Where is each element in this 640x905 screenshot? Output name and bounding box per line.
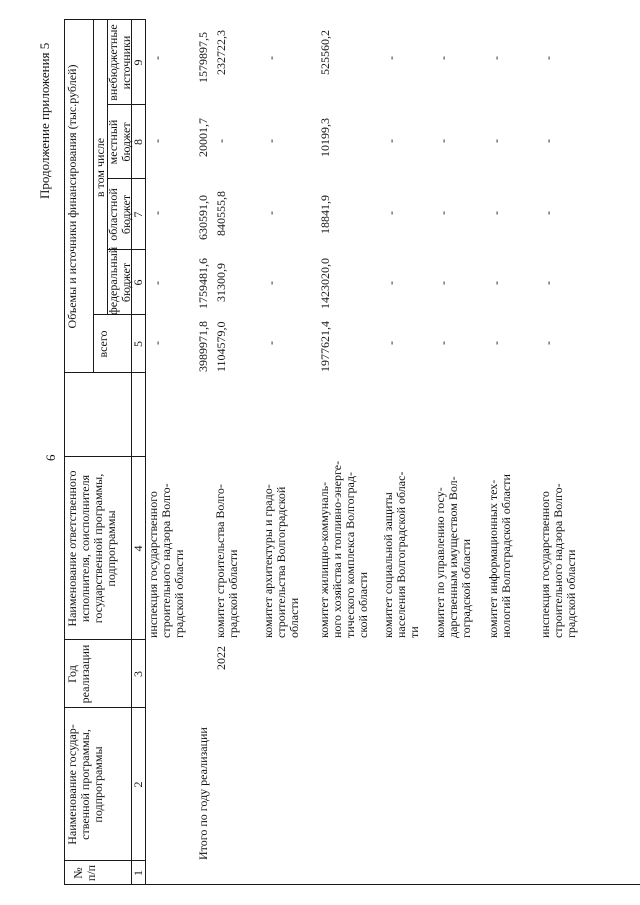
header-executor: Наименование ответственного исполнителя, соисполнителя государственной программы, подпрограммы — [65, 470, 118, 627]
row-2-regional: 840555,8 — [214, 191, 228, 236]
header-local: местный бюджет — [106, 119, 133, 165]
row-5-local: - — [384, 139, 398, 143]
row-2-total: 1104579,0 — [214, 321, 228, 372]
row-6-extra: - — [436, 56, 450, 60]
row-7-executor: комитет информационных тех- нологий Волгоградской области — [486, 474, 513, 638]
header-program-name: Наименование государ- ственной программы, подпрограммы — [65, 724, 105, 845]
row-7-total: - — [489, 341, 503, 345]
row-6-total: - — [436, 341, 450, 345]
row-5-extra: - — [384, 56, 398, 60]
row-3-total: - — [264, 341, 278, 345]
row-6-federal: - — [436, 281, 450, 285]
row-4-total: 1977621,4 — [318, 321, 332, 372]
row-0-local: - — [150, 139, 164, 143]
row-8-total: - — [541, 341, 555, 345]
header-col-number: № п/п — [71, 864, 98, 882]
continuation-label: Продолжение приложения 5 — [37, 42, 52, 199]
col-number-2: 2 — [131, 781, 145, 788]
header-extra: внебюджетные источники — [106, 24, 133, 101]
row-1-federal: 1759481,6 — [196, 258, 210, 309]
row-2-executor: комитет строительства Волго- градской области — [213, 484, 240, 638]
row-5-executor: комитет социальной защиты населения Волгоградской облас- ти — [381, 471, 421, 638]
row-6-regional: - — [436, 211, 450, 215]
row-0-total: - — [150, 341, 164, 345]
header-regional: областной бюджет — [106, 188, 133, 241]
row-0-extra: - — [150, 56, 164, 60]
row-4-federal: 1423020,0 — [318, 258, 332, 309]
col-number-3: 3 — [131, 671, 145, 677]
col-number-7: 7 — [131, 211, 145, 218]
header-total: всего — [96, 330, 110, 358]
row-2-year: 2022 — [214, 646, 228, 670]
units-label: (тыс.рублей) — [65, 64, 79, 130]
row-1-local: 20001,7 — [196, 118, 210, 157]
row-4-regional: 18841,9 — [318, 195, 332, 234]
row-5-total: - — [384, 341, 398, 345]
row-3-regional: - — [264, 211, 278, 215]
col-number-8: 8 — [131, 139, 145, 145]
row-1-extra: 1579897,5 — [196, 32, 210, 83]
header-in-that: в том числе — [93, 137, 107, 198]
col-number-5: 5 — [131, 341, 145, 347]
header-volumes: Объемы и источники финансирования (тыс.рублей) — [65, 64, 79, 329]
row-7-extra: - — [489, 56, 503, 60]
row-3-extra: - — [264, 56, 278, 60]
row-1-total: 3989971,8 — [196, 321, 210, 372]
row-8-executor: инспекция государственного строительного надзора Волго- градской области — [538, 483, 578, 638]
row-2-federal: 31300,9 — [214, 263, 228, 302]
header-federal: федеральный бюджет — [106, 246, 133, 315]
row-3-executor: комитет архитектуры и градо- строительства Волгоградской области — [261, 484, 301, 638]
row-7-federal: - — [489, 281, 503, 285]
page-number: 6 — [43, 454, 58, 461]
row-6-executor: комитет по управлению госу- дарственным имуществом Вол- гоградской области — [433, 476, 473, 638]
row-8-regional: - — [541, 211, 555, 215]
row-3-federal: - — [264, 281, 278, 285]
row-2-extra: 232722,3 — [214, 30, 228, 75]
row-1-label: Итого по году реализации — [196, 727, 210, 860]
row-4-local: 10199,3 — [318, 118, 332, 157]
row-1-regional: 630591,0 — [196, 195, 210, 240]
row-5-regional: - — [384, 211, 398, 215]
row-7-local: - — [489, 139, 503, 143]
row-0-regional: - — [150, 211, 164, 215]
row-4-extra: 525560,2 — [318, 30, 332, 75]
header-year: Год реализации — [65, 644, 92, 704]
col-number-1: 1 — [131, 870, 145, 876]
row-3-local: - — [264, 139, 278, 143]
row-8-federal: - — [541, 281, 555, 285]
table-border-left — [64, 884, 640, 885]
row-2-local: - — [214, 139, 228, 143]
table-number-row-bottom — [145, 20, 146, 885]
row-5-federal: - — [384, 281, 398, 285]
row-0-executor: инспекция государственного строительного надзора Волго- градской области — [146, 483, 186, 638]
col-number-9: 9 — [131, 59, 145, 66]
row-8-local: - — [541, 139, 555, 143]
row-8-extra: - — [541, 56, 555, 60]
row-6-local: - — [436, 139, 450, 143]
col-number-4: 4 — [131, 545, 145, 552]
row-0-federal: - — [150, 281, 164, 285]
row-7-regional: - — [489, 211, 503, 215]
row-4-executor: комитет жилищно-коммуналь- ного хозяйства и топливно-энерге- тического комплекса Волгоград- ской области — [317, 460, 370, 638]
col-number-6: 6 — [131, 279, 145, 286]
